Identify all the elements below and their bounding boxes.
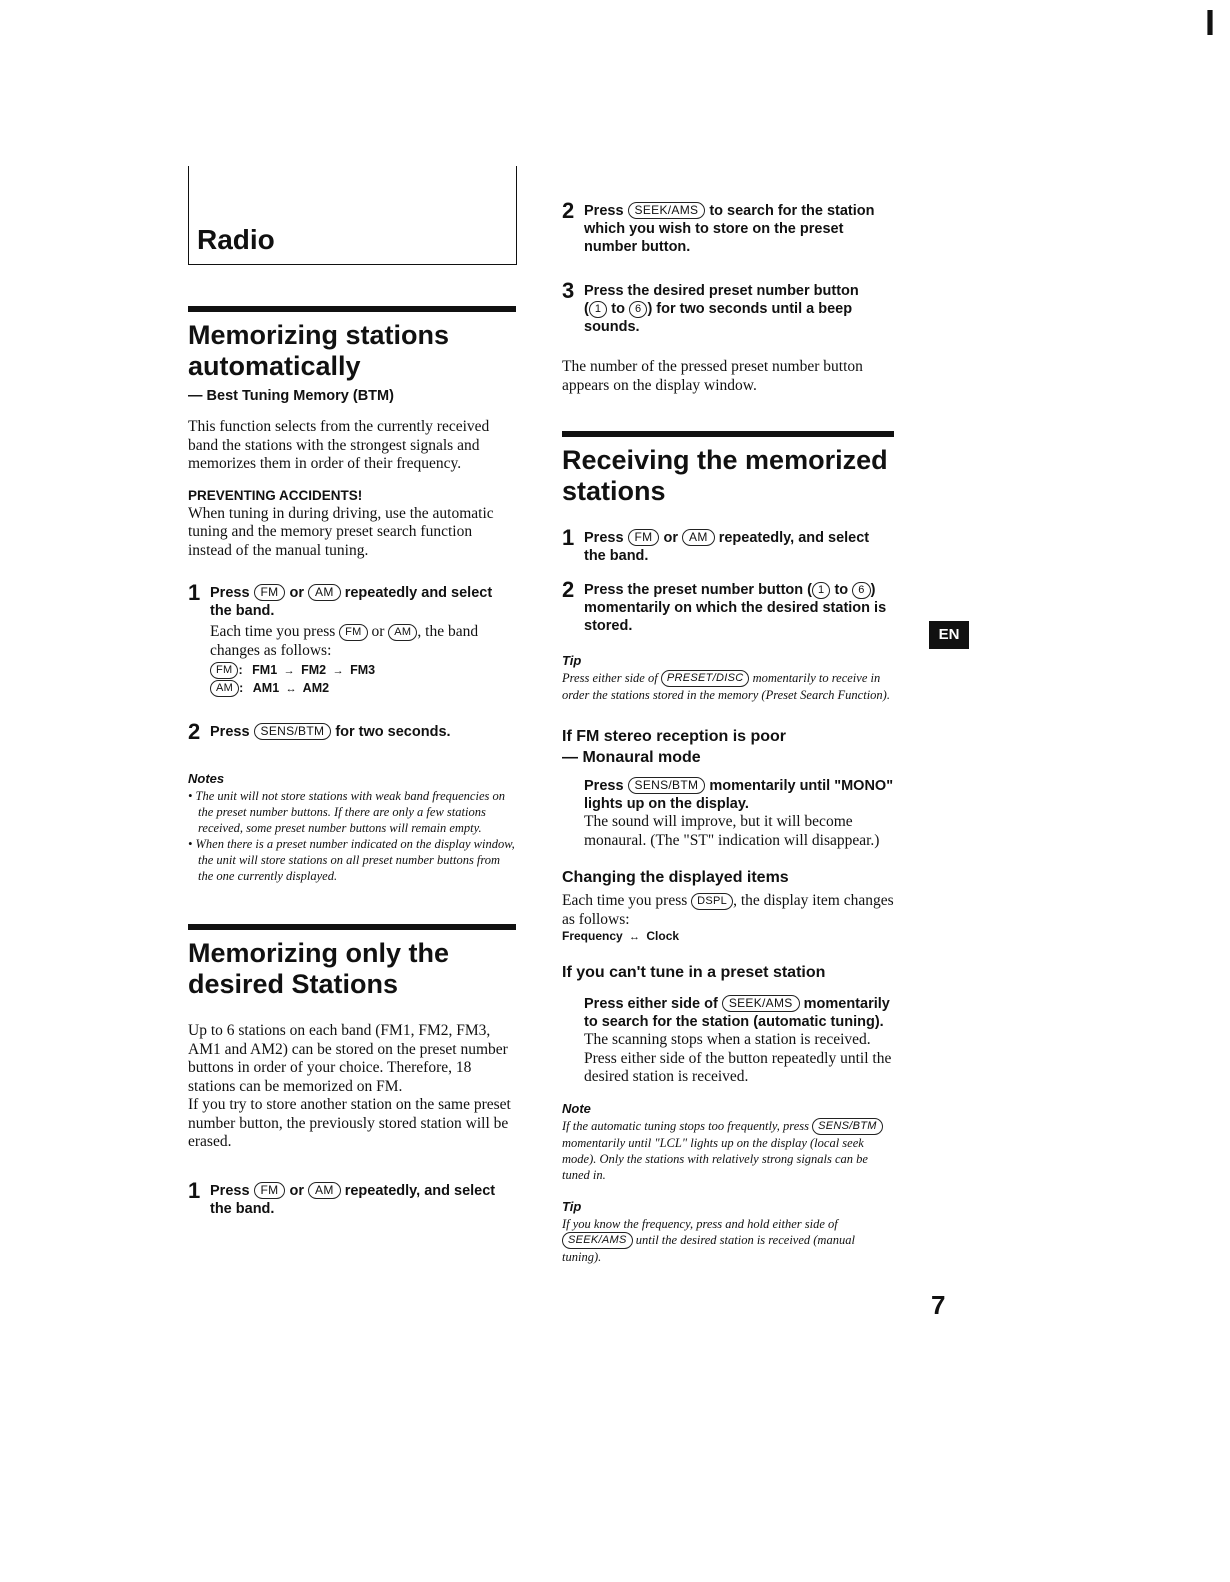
btm-heading <box>188 320 516 382</box>
desired-step-3 <box>562 278 894 336</box>
cant-tune-note <box>562 1101 894 1183</box>
seq-clock: Clock <box>646 929 680 943</box>
btm-subtitle: — Best Tuning Memory (BTM) <box>188 388 394 404</box>
arrow-icon: → <box>283 665 295 677</box>
fm-button[interactable]: FM <box>254 1182 286 1199</box>
heading-rule <box>188 924 516 930</box>
preset-1-button[interactable]: 1 <box>589 301 607 318</box>
desired-para-1: Up to 6 stations on each band (FM1, FM2, FM3, AM1 and AM2) can be stored on the preset number buttons in order of your choice. Therefore, 18 stations can be memorized on FM. <box>188 1022 508 1095</box>
seq-label: : <box>238 663 243 677</box>
band-am2: AM2 <box>302 681 330 695</box>
double-arrow-icon: ↔ <box>285 683 297 695</box>
cant-tune-heading: If you can't tune in a preset station <box>562 964 826 981</box>
seek-ams-button[interactable]: SEEK/AMS <box>562 1232 633 1249</box>
fm-button[interactable]: FM <box>254 584 286 601</box>
step-text: Press the preset number button ( <box>584 582 813 598</box>
desired-heading-line2: desired Stations <box>188 969 399 999</box>
tip-text: If you know the frequency, press and hold either side of <box>562 1216 838 1231</box>
mono-section <box>562 727 894 850</box>
am-band-sequence <box>210 680 516 697</box>
note-text: If the automatic tuning stops too frequently, press <box>562 1118 809 1133</box>
note-item: • When there is a preset number indicated on the display window, the unit will store stations on all preset number buttons from the one currently displayed. <box>188 837 515 883</box>
step-text: momentarily until "MONO" lights up on the display. <box>584 778 894 812</box>
desired-step-2 <box>562 198 894 256</box>
arrow-icon: → <box>332 665 344 677</box>
step-text: repeatedly, and select the band. <box>584 530 870 564</box>
btm-notes <box>188 771 516 884</box>
desired-step-1 <box>188 1177 516 1218</box>
cant-tune-step <box>562 995 894 1087</box>
dspl-button[interactable]: DSPL <box>691 893 733 910</box>
step-number: 2 <box>562 577 575 602</box>
step-number: 2 <box>188 719 201 744</box>
heading-rule <box>562 431 894 437</box>
desired-para-2: If you try to store another station on the same preset number button, the previously stored station will be erased. <box>188 1096 511 1150</box>
step-text: ) for two seconds until a beep sounds. <box>584 301 853 335</box>
step-text: repeatedly, and select the band. <box>210 1182 496 1217</box>
step-number: 1 <box>188 1177 201 1203</box>
step-text: Press <box>584 203 624 219</box>
sens-btm-button[interactable]: SENS/BTM <box>812 1118 883 1135</box>
page-number: 7 <box>931 1290 946 1320</box>
step-text: momentarily to search for the station (automatic tuning). <box>584 996 890 1030</box>
language-badge: EN <box>929 621 969 649</box>
step-number: 2 <box>562 198 575 223</box>
am-button[interactable]: AM <box>308 584 341 601</box>
step-text: to <box>611 301 625 317</box>
note-heading: Note <box>562 1100 591 1116</box>
mono-body: The sound will improve, but it will become monaural. (The "ST" indication will disappear.) <box>584 813 880 849</box>
fm-button[interactable]: FM <box>339 624 367 641</box>
step-text: or <box>289 585 305 601</box>
step-number: 3 <box>562 278 575 303</box>
btm-heading-line2: automatically <box>188 351 361 381</box>
btm-intro: This function selects from the currently received band the stations with the strongest signals and memorizes them in order of their frequency. <box>188 418 490 472</box>
sens-btm-button[interactable]: SENS/BTM <box>254 723 332 740</box>
detail-text: Each time you press <box>210 623 336 640</box>
step-detail <box>210 623 516 660</box>
step-text: to search for the station which you wish to store on the preset number button. <box>584 203 875 255</box>
tip-text: Press either side of <box>562 671 658 685</box>
band-am1: AM1 <box>252 681 280 695</box>
seq-frequency: Frequency <box>562 929 623 943</box>
band-fm3: FM3 <box>350 663 376 677</box>
step-text: Press <box>584 530 624 546</box>
display-items-section <box>562 868 894 943</box>
step-text: Press <box>210 1182 250 1199</box>
step-text: ( <box>584 301 589 317</box>
step-text: Press either side of <box>584 996 718 1012</box>
am-button[interactable]: AM <box>210 680 239 697</box>
btm-step-2 <box>188 719 516 744</box>
am-button[interactable]: AM <box>308 1182 341 1199</box>
sens-btm-button[interactable]: SENS/BTM <box>628 777 706 794</box>
fm-button[interactable]: FM <box>210 662 238 679</box>
section-title: Radio <box>197 224 275 255</box>
section-title-box <box>188 166 517 265</box>
tip-heading: Tip <box>562 1198 582 1214</box>
step-text: or <box>289 1182 305 1199</box>
receiving-step-2 <box>562 577 894 635</box>
heading-rule <box>188 306 516 312</box>
btm-heading-line1: Memorizing stations <box>188 320 450 350</box>
note-item: • The unit will not store stations with weak band frequencies on the preset number buttons. If there are only a few stations received, some preset number buttons will remain empty. <box>188 789 505 835</box>
body-text: Each time you press <box>562 892 688 909</box>
body-text: , the display item changes as follows: <box>562 892 894 928</box>
receiving-heading-line2: stations <box>562 476 666 506</box>
warning-heading: PREVENTING ACCIDENTS! <box>188 487 363 503</box>
tip-heading: Tip <box>562 653 582 668</box>
display-items-heading: Changing the displayed items <box>562 869 789 886</box>
preset-1-button[interactable]: 1 <box>812 582 830 599</box>
step-number: 1 <box>188 580 201 605</box>
band-fm1: FM1 <box>252 663 278 677</box>
cant-tune-section <box>562 963 894 1265</box>
double-arrow-icon: ↔ <box>629 931 641 943</box>
step-text: Press <box>210 585 250 601</box>
tip-text: momentarily to receive in order the stations stored in the memory (Preset Search Function). <box>562 671 890 702</box>
mono-step <box>562 777 894 850</box>
seek-ams-button[interactable]: SEEK/AMS <box>722 995 800 1012</box>
step-text: Press <box>210 724 250 740</box>
step-text: Press the desired preset number button <box>584 283 859 299</box>
step-text: for two seconds. <box>335 724 451 740</box>
cant-tune-tip <box>562 1199 894 1265</box>
mono-heading: If FM stereo reception is poor <box>562 728 787 745</box>
band-fm2: FM2 <box>301 663 327 677</box>
step-text: or <box>663 530 679 546</box>
preset-6-button[interactable]: 6 <box>629 301 647 318</box>
mono-subtitle: — Monaural mode <box>562 749 701 766</box>
receiving-tip <box>562 653 894 703</box>
page-edge-marker: I <box>1205 2 1216 43</box>
seek-ams-button[interactable]: SEEK/AMS <box>628 202 706 219</box>
warning-text: When tuning in during driving, use the automatic tuning and the memory preset search function instead of the manual tuning. <box>188 504 494 559</box>
preset-6-button[interactable]: 6 <box>852 582 870 599</box>
am-button[interactable]: AM <box>388 624 417 641</box>
detail-text: , the band changes as follows: <box>210 623 479 659</box>
desired-heading <box>188 938 516 1000</box>
preset-disc-button[interactable]: PRESET/DISC <box>661 670 750 687</box>
btm-step-1 <box>188 580 516 697</box>
step-text: Press <box>584 778 624 794</box>
desired-heading-line1: Memorizing only the <box>188 938 450 968</box>
receiving-heading-line1: Receiving the memorized <box>562 445 888 475</box>
right-column <box>562 198 894 1265</box>
cant-tune-body: The scanning stops when a station is received. Press either side of the button repeatedly until the desired station is received. <box>584 1031 892 1085</box>
display-items-body <box>562 892 894 929</box>
notes-heading: Notes <box>188 771 225 786</box>
step-number: 1 <box>562 525 575 550</box>
desired-after: The number of the pressed preset number button appears on the display window. <box>562 358 863 394</box>
step-text: to <box>834 582 849 598</box>
left-column <box>188 306 516 1218</box>
seq-label: : <box>239 681 244 695</box>
note-text: momentarily until "LCL" lights up on the display (local seek mode). Only the stations with relatively strong signals can be tuned in. <box>562 1135 868 1182</box>
receiving-step-1 <box>562 525 894 565</box>
step-text: ) momentarily on which the desired station is stored. <box>584 582 887 634</box>
step-text: repeatedly and select the band. <box>210 585 493 619</box>
fm-band-sequence <box>210 662 516 679</box>
receiving-heading <box>562 445 894 507</box>
detail-text: or <box>371 623 385 640</box>
tip-text: until the desired station is received (manual tuning). <box>562 1232 855 1264</box>
am-button[interactable]: AM <box>682 529 715 546</box>
display-sequence <box>562 929 894 943</box>
fm-button[interactable]: FM <box>628 529 660 546</box>
